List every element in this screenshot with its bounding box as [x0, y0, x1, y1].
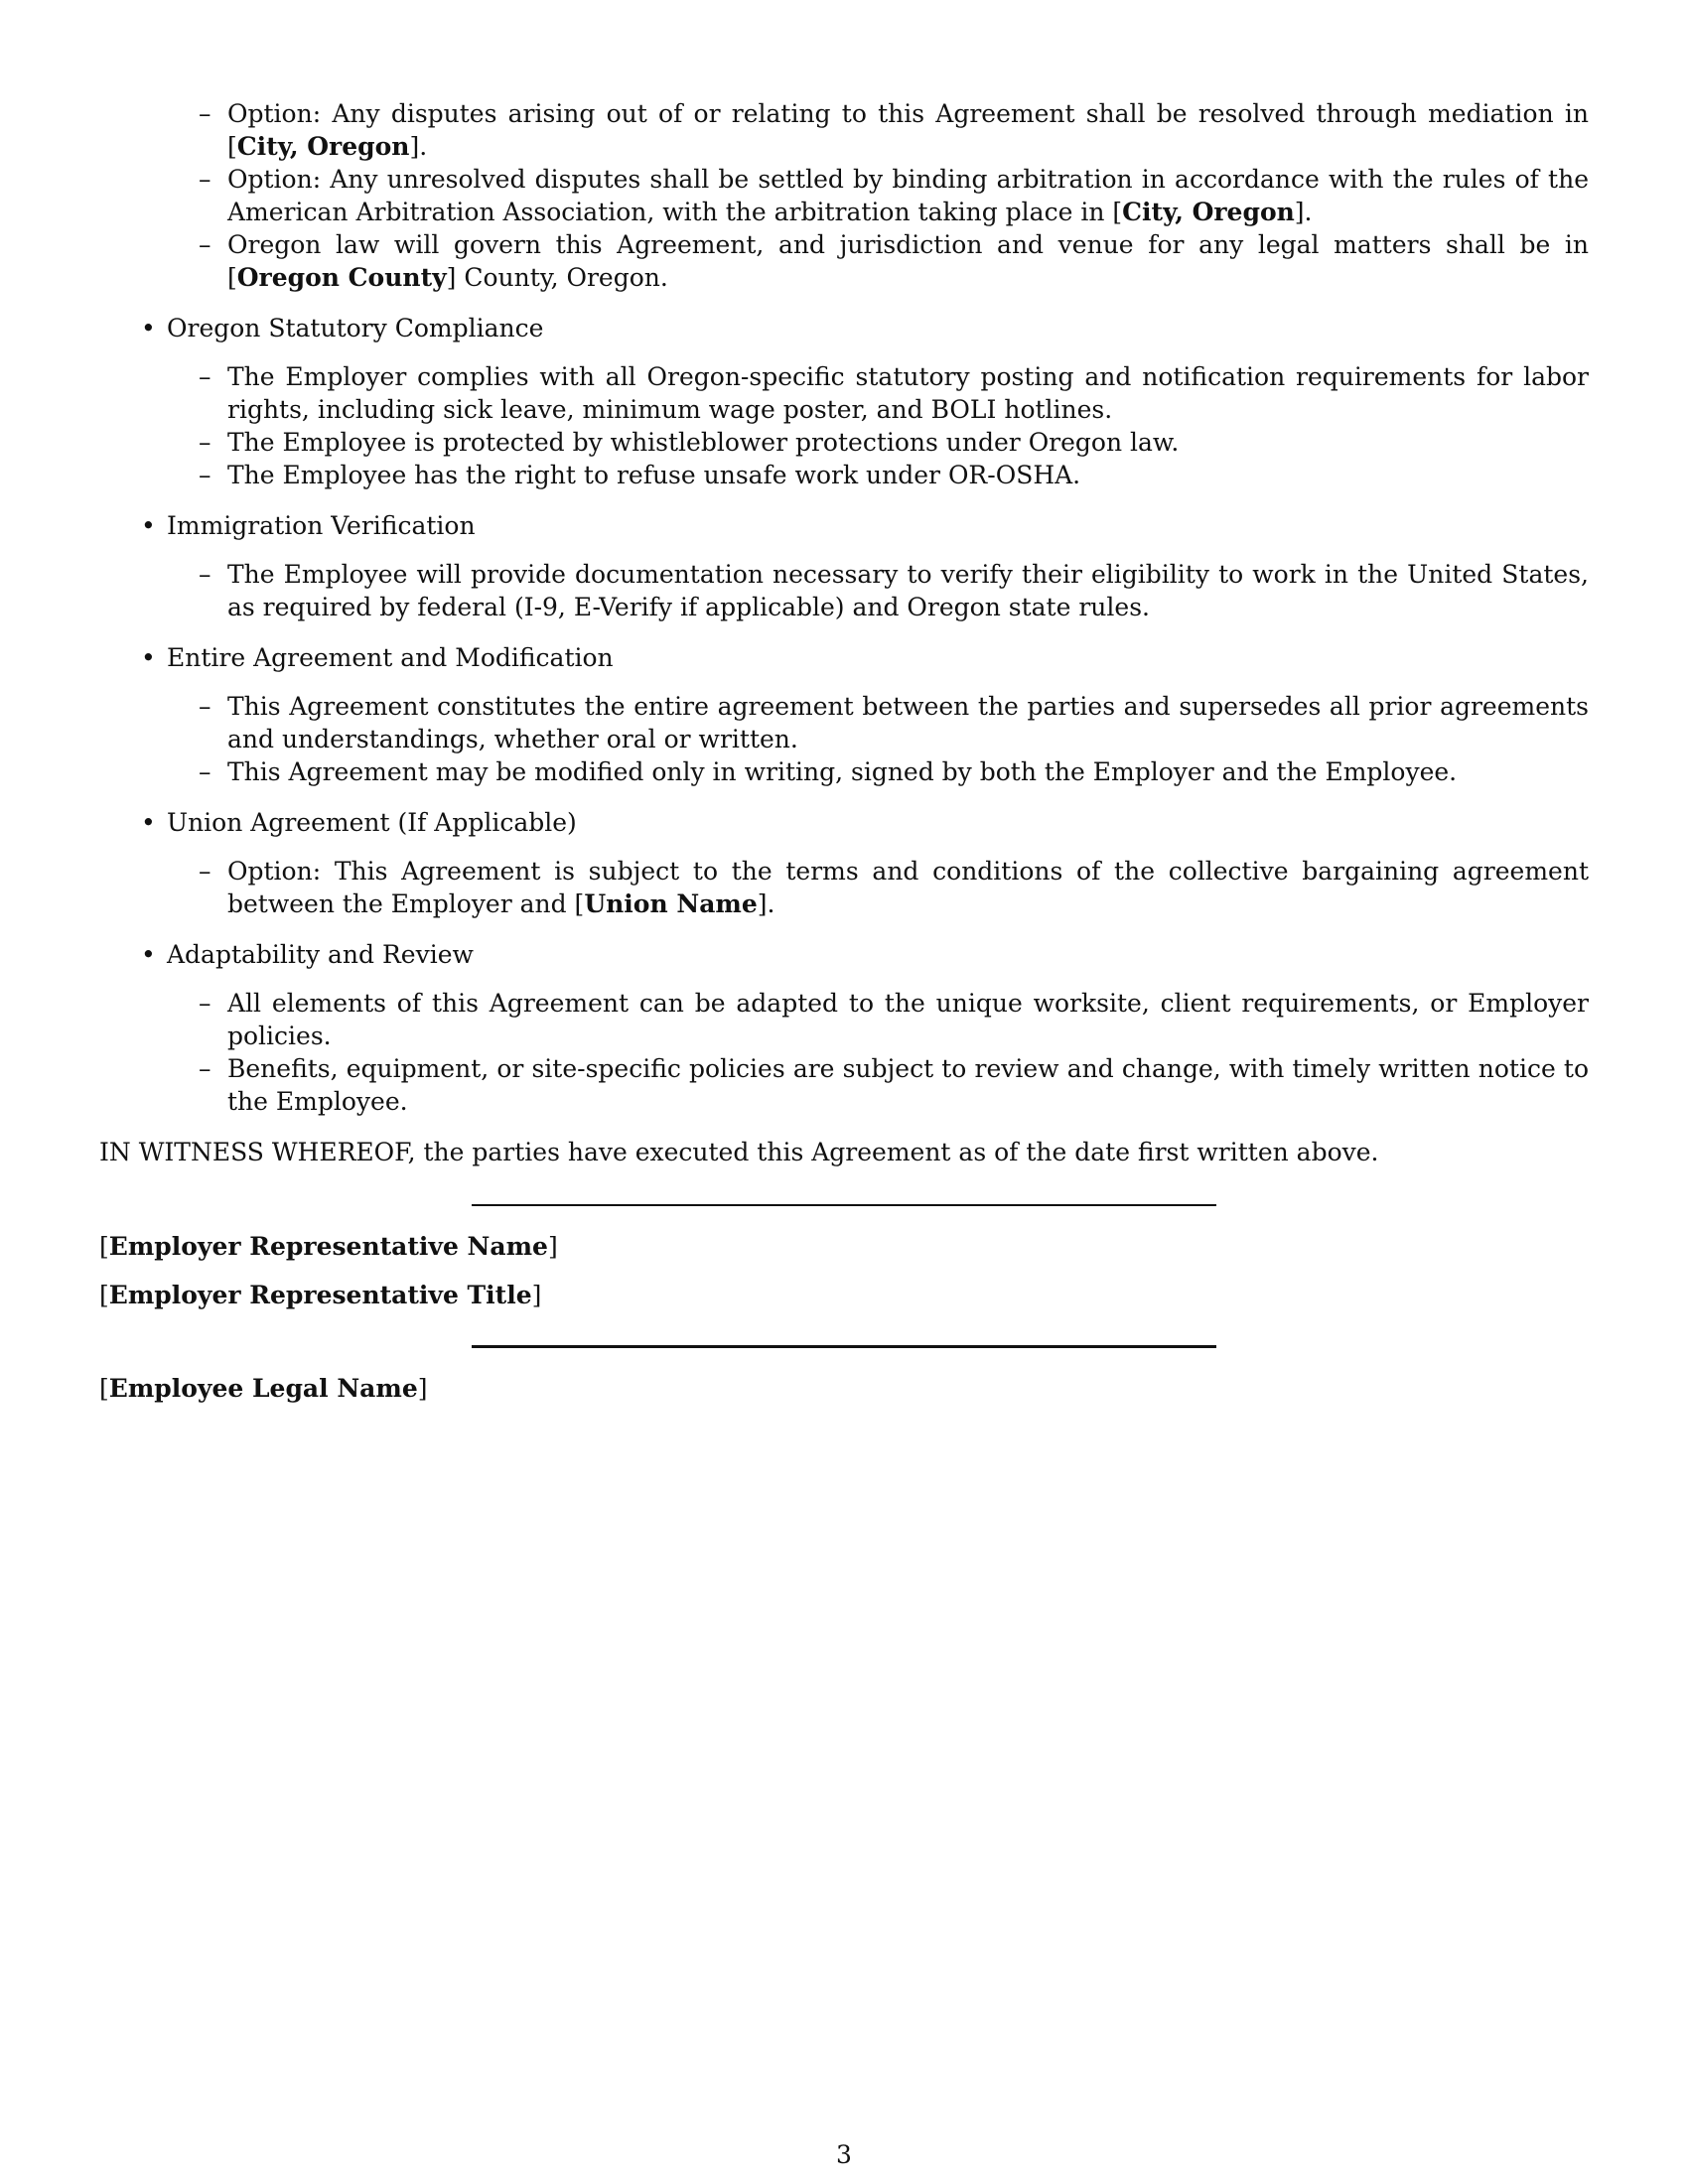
section-union-agreement [99, 806, 1589, 920]
sub-item [99, 426, 1589, 459]
bullet-marker: • [141, 314, 156, 342]
sub-item-text: The Employer complies with all Oregon-specific statutory posting and notification requirements for labor rights, including sick leave, minimum wage poster, and BOLI hotlines. [227, 362, 1589, 424]
sub-item-text: The Employee is protected by whistleblower protections under Oregon law. [227, 428, 1180, 457]
dash-marker: – [199, 989, 211, 1018]
page-number: 3 [836, 2140, 852, 2169]
sub-item-text: This Agreement constitutes the entire agreement between the parties and supersedes all prior agreements and understandings, whether oral or written. [227, 692, 1589, 753]
section-sublist [99, 855, 1589, 920]
sub-item [99, 459, 1589, 491]
section-heading-text: Entire Agreement and Modification [167, 643, 614, 672]
employee-legal-name: [Employee Legal Name] [99, 1374, 428, 1403]
sub-item-text: All elements of this Agreement can be adapted to the unique worksite, client requirements, or Employer policies. [227, 989, 1589, 1050]
sub-item-text: This Agreement may be modified only in writing, signed by both the Employer and the Employee. [227, 757, 1458, 786]
section-heading-text: Adaptability and Review [167, 940, 474, 969]
placeholder-city: City, Oregon [236, 132, 410, 161]
dash-marker: – [199, 461, 211, 489]
section-immigration-verification [99, 509, 1589, 623]
employer-name-placeholder: Employer Representative Name [108, 1232, 548, 1261]
section-heading-text: Immigration Verification [167, 511, 476, 540]
bullet-marker: • [141, 511, 156, 540]
sub-item-text-end: ] County, Oregon. [446, 263, 668, 292]
section-sublist [99, 360, 1589, 491]
employee-signature-block [99, 1345, 1589, 1405]
sub-item [99, 558, 1589, 623]
section-heading [99, 938, 1589, 971]
bullet-marker: • [141, 643, 156, 672]
sub-item-text: The Employee has the right to refuse unsafe work under OR-OSHA. [227, 461, 1081, 489]
dash-marker: – [199, 428, 211, 457]
dash-marker: – [199, 99, 211, 128]
section-sublist [99, 690, 1589, 788]
section-adaptability-review [99, 938, 1589, 1118]
section-heading [99, 806, 1589, 839]
dash-marker: – [199, 1054, 211, 1083]
employer-representative-title: [Employer Representative Title] [99, 1281, 542, 1309]
dash-marker: – [199, 692, 211, 721]
dash-marker: – [199, 857, 211, 886]
sub-item [99, 987, 1589, 1052]
sub-item-text: Option: This Agreement is subject to the terms and conditions of the collective bargaining agreement between the Employer and [ [227, 857, 1589, 918]
dispute-resolution-sublist [99, 97, 1589, 294]
section-sublist [99, 987, 1589, 1118]
section-heading [99, 509, 1589, 542]
sub-item [99, 755, 1589, 788]
sub-item-text: Benefits, equipment, or site-specific policies are subject to review and change, with timely written notice to the Employee. [227, 1054, 1589, 1116]
sub-item [99, 163, 1589, 228]
sub-item-text-end: ]. [757, 889, 775, 918]
sub-item-text: Option: Any disputes arising out of or relating to this Agreement shall be resolved through mediation in [ [227, 99, 1589, 161]
placeholder-county: Oregon County [236, 263, 447, 292]
sub-item [99, 1052, 1589, 1118]
section-heading-text: Union Agreement (If Applicable) [167, 808, 577, 837]
dash-marker: – [199, 757, 211, 786]
dash-marker: – [199, 362, 211, 391]
witness-clause: IN WITNESS WHEREOF, the parties have executed this Agreement as of the date first written above. [99, 1138, 1379, 1166]
bullet-marker: • [141, 808, 156, 837]
sub-item [99, 97, 1589, 163]
dash-marker: – [199, 165, 211, 194]
section-sublist [99, 558, 1589, 623]
bullet-marker: • [141, 940, 156, 969]
employer-title-placeholder: Employer Representative Title [108, 1281, 532, 1309]
sub-item [99, 690, 1589, 755]
placeholder-city: City, Oregon [1122, 198, 1295, 226]
employee-signature-line [472, 1345, 1216, 1348]
placeholder-union-name: Union Name [584, 889, 758, 918]
sub-item-text: Oregon law will govern this Agreement, and jurisdiction and venue for any legal matters shall be in [ [227, 230, 1589, 292]
sub-item-text-end: ]. [1294, 198, 1313, 226]
employee-name-placeholder: Employee Legal Name [108, 1374, 418, 1403]
sub-item [99, 855, 1589, 920]
section-heading-text: Oregon Statutory Compliance [167, 314, 544, 342]
dash-marker: – [199, 560, 211, 589]
sub-item [99, 360, 1589, 426]
section-oregon-statutory-compliance [99, 312, 1589, 491]
dash-marker: – [199, 230, 211, 259]
sub-item-text-end: ]. [409, 132, 428, 161]
sub-item-text: The Employee will provide documentation necessary to verify their eligibility to work in the United States, as required by federal (I-9, E-Verify if applicable) and Oregon state rules. [227, 560, 1589, 621]
section-entire-agreement [99, 641, 1589, 788]
document-page [99, 97, 1589, 1405]
sub-item [99, 228, 1589, 294]
section-heading [99, 641, 1589, 674]
employer-signature-block [99, 1204, 1589, 1311]
employer-signature-line [472, 1204, 1216, 1206]
employer-representative-name: [Employer Representative Name] [99, 1232, 558, 1261]
section-heading [99, 312, 1589, 344]
sub-item-text: Option: Any unresolved disputes shall be settled by binding arbitration in accordance with the rules of the American Arbitration Association, with the arbitration taking place in [ [227, 165, 1589, 226]
